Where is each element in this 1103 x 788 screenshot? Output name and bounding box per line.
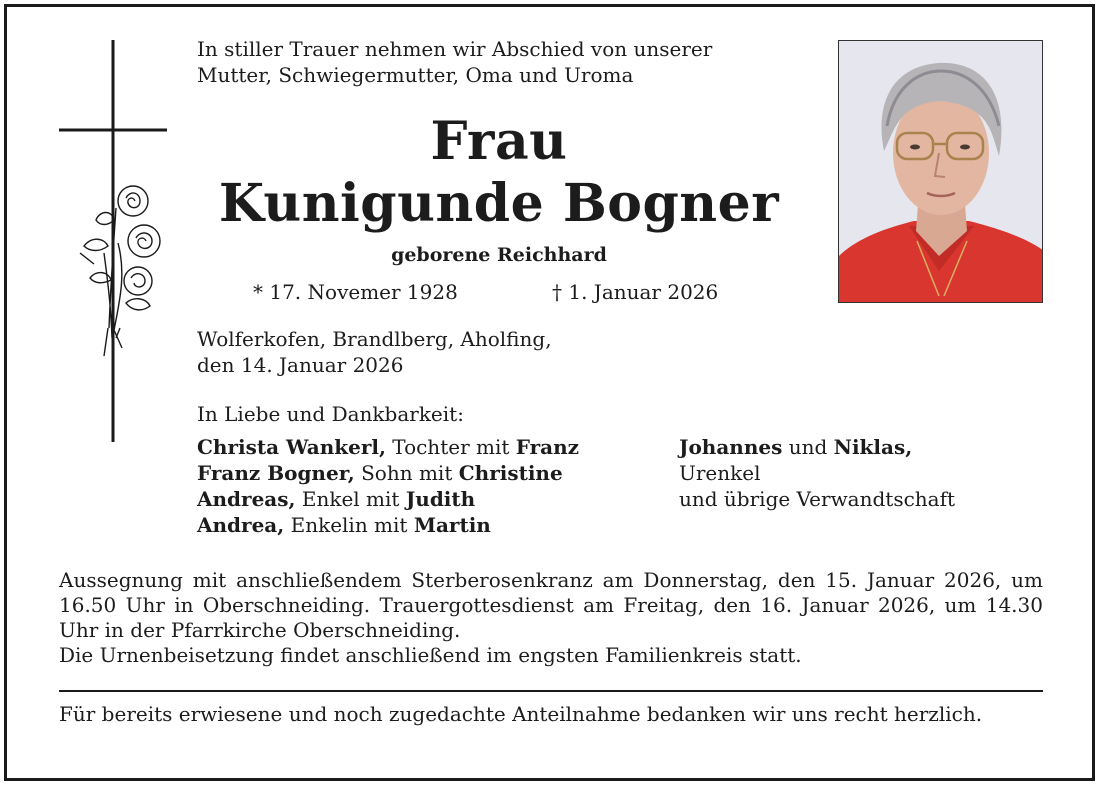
salutation: Frau xyxy=(430,111,568,172)
intro-line-2: Mutter, Schwiegermutter, Oma und Uroma xyxy=(197,63,634,87)
service-paragraph-2: Die Urnenbeisetzung findet anschließend im engsten Familienkreis statt. xyxy=(59,643,802,667)
place-and-date xyxy=(197,326,552,378)
place-line-1: Wolferkofen, Brandlberg, Aholfing, xyxy=(197,327,552,351)
portrait-photo xyxy=(838,40,1043,303)
relatives-right-column xyxy=(679,434,955,512)
closing-text: Für bereits erwiesene und noch zugedachte Anteilnahme bedanken wir uns recht herzlich. xyxy=(59,702,983,726)
relative-relation: Sohn mit xyxy=(354,461,459,485)
relative-name: Franz Bogner, xyxy=(197,461,355,485)
birth-name: geborene Reichhard xyxy=(391,244,607,266)
relative-entry xyxy=(197,460,579,486)
relative-entry xyxy=(197,512,579,538)
great-grandchildren-relation: Urenkel xyxy=(679,461,761,485)
service-details xyxy=(59,568,1043,668)
death-date: † 1. Januar 2026 xyxy=(552,280,719,304)
relative-relation: Enkelin mit xyxy=(284,513,414,537)
relative-entry xyxy=(197,486,579,512)
relative-name: Andreas, xyxy=(197,487,296,511)
relative-partner: Franz xyxy=(515,435,579,459)
thanks-heading: In Liebe und Dankbarkeit: xyxy=(197,402,464,426)
great-grandchildren xyxy=(679,434,955,460)
portrait-illustration xyxy=(839,41,1043,303)
relative-partner: Judith xyxy=(405,487,476,511)
deceased-name: Kunigunde Bogner xyxy=(218,173,780,234)
intro-text xyxy=(197,36,712,88)
birth-date: * 17. Novemer 1928 xyxy=(253,280,458,304)
relative-partner: Christine xyxy=(458,461,563,485)
relatives-left-column xyxy=(197,434,579,538)
place-line-2: den 14. Januar 2026 xyxy=(197,353,404,377)
relative-name: Christa Wankerl, xyxy=(197,435,386,459)
other-relatives: und übrige Verwandtschaft xyxy=(679,487,956,511)
divider xyxy=(59,690,1043,692)
relative-relation: Enkel mit xyxy=(295,487,406,511)
relative-relation: Tochter mit xyxy=(385,435,516,459)
great-grandchild-1: Johannes xyxy=(679,435,783,459)
relative-partner: Martin xyxy=(413,513,491,537)
relative-name: Andrea, xyxy=(197,513,285,537)
relative-entry xyxy=(197,434,579,460)
cross-with-roses-icon xyxy=(56,38,176,444)
great-grandchild-2: Niklas, xyxy=(833,435,913,459)
conjunction: und xyxy=(782,435,834,459)
service-paragraph-1: Aussegnung mit anschließendem Sterberosenkranz am Donnerstag, den 15. Januar 2026, um 16.50 Uhr in Oberschneiding. Trauergottesdienst am Freitag, den 16. Januar 2026, um 14.30 Uhr in der Pfarrkirche Oberschneiding. xyxy=(59,568,1043,642)
intro-line-1: In stiller Trauer nehmen wir Abschied von unserer xyxy=(197,37,713,61)
